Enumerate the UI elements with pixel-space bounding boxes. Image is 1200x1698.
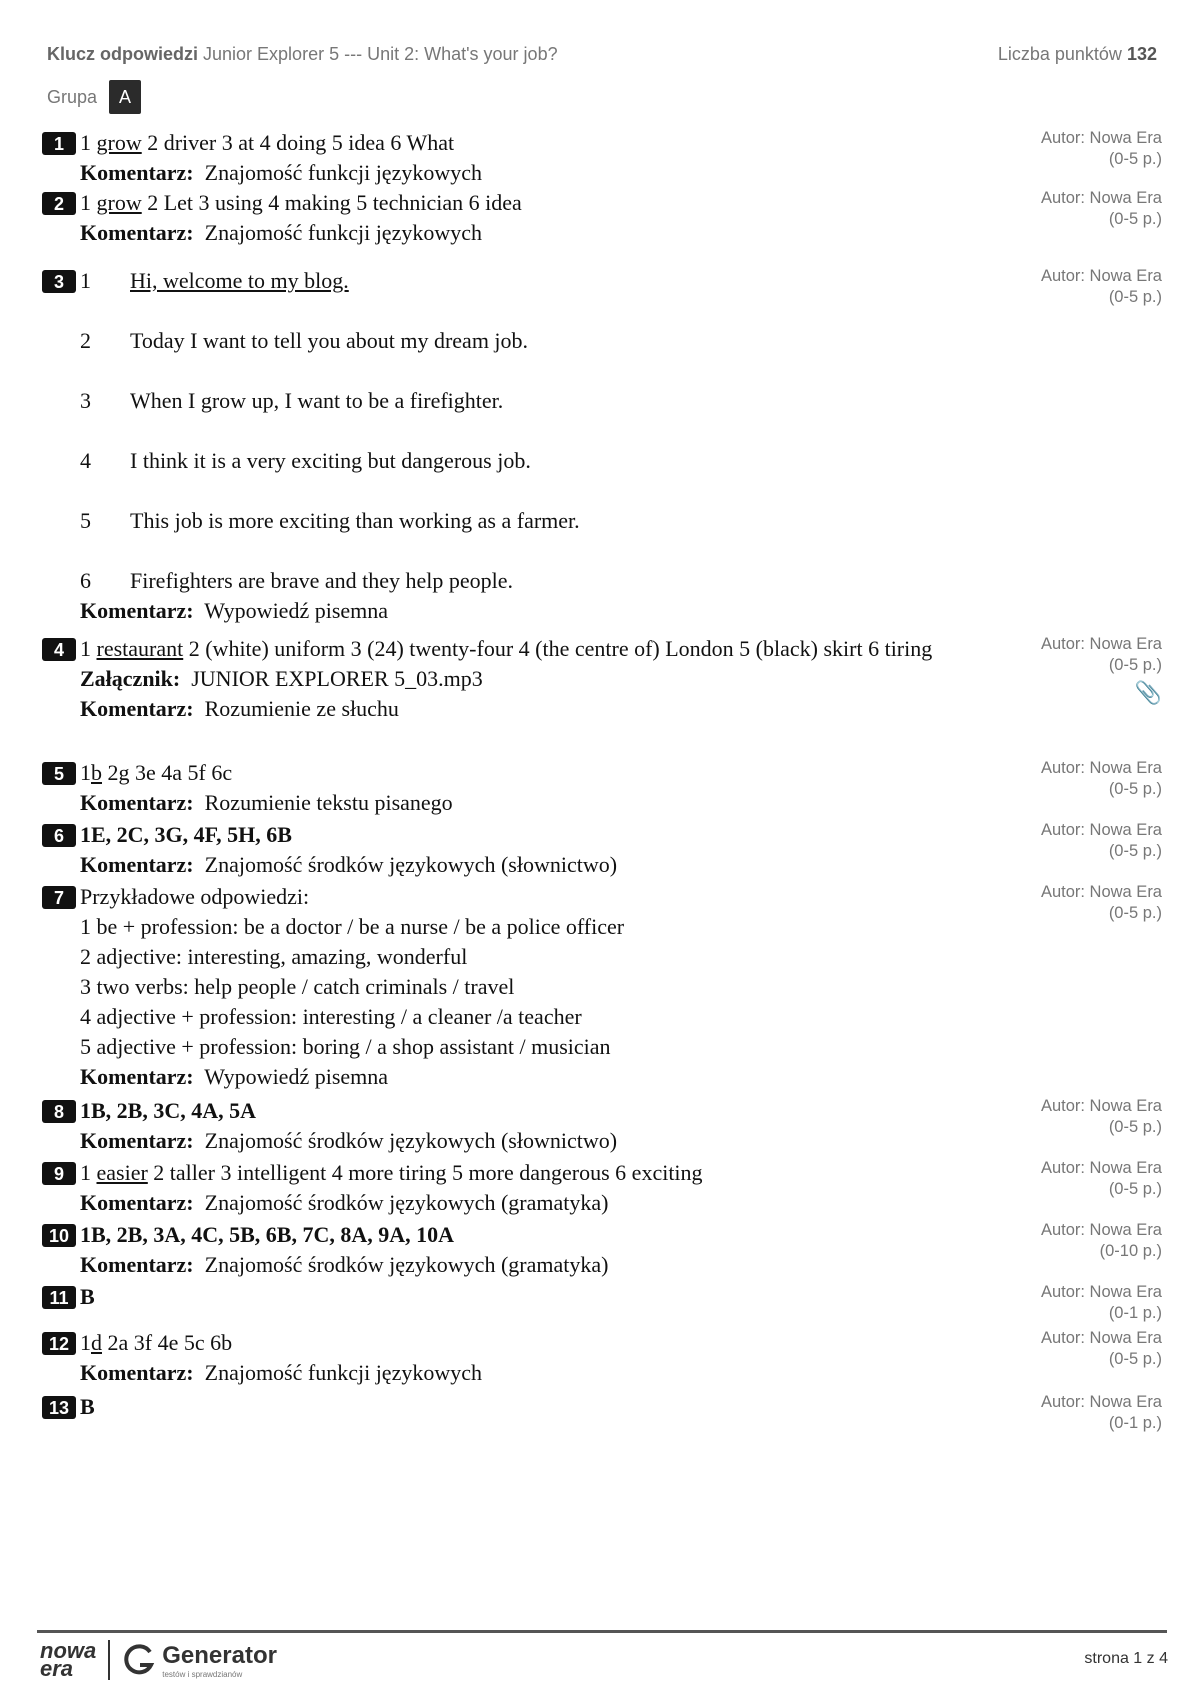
list-item: 4 I think it is a very exciting but dangerous job. [80, 448, 531, 473]
document-title: Klucz odpowiedzi Junior Explorer 5 --- Unit 2: What's your job? [47, 44, 558, 64]
task-answer: 1 easier 2 taller 3 intelligent 4 more tiring 5 more dangerous 6 exciting Komentarz: Znajomość środków językowych (gramatyka) [80, 1158, 1030, 1218]
task-10 [42, 1220, 1162, 1280]
task-meta: Autor: Nowa Era (0-5 p.) [1040, 883, 1162, 922]
task-meta: Autor: Nowa Era (0-1 p.) [1040, 1393, 1162, 1432]
footer-divider [37, 1630, 1167, 1633]
group-indicator: Grupa A [47, 80, 141, 114]
task-number-badge: 6 [42, 824, 76, 847]
task-6 [42, 820, 1162, 880]
paperclip-icon[interactable]: 📎 [1134, 680, 1162, 705]
task-answer: 1 restaurant 2 (white) uniform 3 (24) twenty-four 4 (the centre of) London 5 (black) skirt 6 tiring Załącznik: JUNIOR EXPLORER 5_03.mp3 Komentarz: Rozumienie ze słuchu [80, 634, 1030, 724]
task-meta: Autor: Nowa Era (0-5 p.) [1040, 1159, 1162, 1198]
task-meta: Autor: Nowa Era (0-5 p.) [1040, 1329, 1162, 1368]
task-number-badge: 1 [42, 132, 76, 155]
task-12 [42, 1328, 1162, 1388]
list-item: 4 adjective + profession: interesting / a cleaner /a teacher [80, 1004, 582, 1029]
task-13 [42, 1392, 1162, 1432]
task-comment: Komentarz: Znajomość środków językowych (gramatyka) [80, 1190, 609, 1215]
task-answer: 1 grow 2 Let 3 using 4 making 5 technician 6 idea Komentarz: Znajomość funkcji językowych [80, 188, 1030, 248]
task-comment: Komentarz: Wypowiedź pisemna [80, 1064, 389, 1089]
task-answer: 1 grow 2 driver 3 at 4 doing 5 idea 6 What Komentarz: Znajomość funkcji językowych [80, 128, 1030, 188]
task-comment: Komentarz: Wypowiedź pisemna [80, 598, 389, 623]
task-comment: Komentarz: Znajomość środków językowych (słownictwo) [80, 852, 618, 877]
task-number-badge: 10 [42, 1224, 76, 1247]
page-number: strona 1 z 4 [1084, 1650, 1168, 1667]
task-comment: Komentarz: Znajomość funkcji językowych [80, 1360, 482, 1385]
task-answer: 1d 2a 3f 4e 5c 6b Komentarz: Znajomość funkcji językowych [80, 1328, 1030, 1388]
task-answer: 1B, 2B, 3C, 4A, 5A Komentarz: Znajomość środków językowych (słownictwo) [80, 1096, 1030, 1156]
task-number-badge: 9 [42, 1162, 76, 1185]
task-attachment[interactable]: Załącznik: JUNIOR EXPLORER 5_03.mp3 [80, 666, 483, 691]
list-item: 2 adjective: interesting, amazing, wonderful [80, 944, 468, 969]
list-item: 1 be + profession: be a doctor / be a nurse / be a police officer [80, 914, 625, 939]
task-meta: Autor: Nowa Era (0-5 p.) [1040, 759, 1162, 798]
list-item: 6 Firefighters are brave and they help people. [80, 568, 514, 593]
task-meta: Autor: Nowa Era (0-5 p.) 📎 [1040, 635, 1162, 705]
task-meta: Autor: Nowa Era (0-5 p.) [1040, 189, 1162, 228]
task-meta: Autor: Nowa Era (0-1 p.) [1040, 1283, 1162, 1322]
task-number-badge: 8 [42, 1100, 76, 1123]
task-answer: 1E, 2C, 3G, 4F, 5H, 6B Komentarz: Znajomość środków językowych (słownictwo) [80, 820, 1030, 880]
task-comment: Komentarz: Rozumienie tekstu pisanego [80, 790, 453, 815]
generator-g-icon [122, 1643, 156, 1677]
group-badge: A [109, 80, 141, 114]
document-header [47, 44, 1157, 65]
task-number-badge: 4 [42, 638, 76, 661]
task-5 [42, 758, 1162, 818]
task-4 [42, 634, 1162, 724]
task-number-badge: 7 [42, 886, 76, 909]
task-number-badge: 2 [42, 192, 76, 215]
list-item: 5 This job is more exciting than working as a farmer. [80, 508, 580, 533]
task-meta: Autor: Nowa Era (0-5 p.) [1040, 129, 1162, 168]
task-11 [42, 1282, 1162, 1322]
list-item: 2 Today I want to tell you about my dream job. [80, 328, 529, 353]
task-comment: Komentarz: Znajomość funkcji językowych [80, 220, 482, 245]
task-1 [42, 128, 1162, 188]
task-meta: Autor: Nowa Era (0-5 p.) [1040, 1097, 1162, 1136]
task-comment: Komentarz: Znajomość funkcji językowych [80, 160, 482, 185]
logo-separator [108, 1640, 110, 1680]
list-item: Przykładowe odpowiedzi: [80, 884, 310, 909]
task-answer [80, 266, 1030, 596]
task-answer [80, 882, 1030, 1092]
task-comment: Komentarz: Rozumienie ze słuchu [80, 696, 399, 721]
task-9 [42, 1158, 1162, 1218]
task-number-badge: 13 [42, 1396, 76, 1419]
task-meta: Autor: Nowa Era (0-5 p.) [1040, 821, 1162, 860]
task-8 [42, 1096, 1162, 1156]
list-item: 5 adjective + profession: boring / a shop assistant / musician [80, 1034, 611, 1059]
task-3 [42, 266, 1162, 626]
list-item: 3 two verbs: help people / catch criminals / travel [80, 974, 515, 999]
task-comment: Komentarz: Znajomość środków językowych (słownictwo) [80, 1128, 618, 1153]
task-answer: B [80, 1394, 95, 1419]
total-points: Liczba punktów 132 [997, 44, 1157, 64]
task-comment: Komentarz: Znajomość środków językowych (gramatyka) [80, 1252, 609, 1277]
list-item: 3 When I grow up, I want to be a firefighter. [80, 388, 504, 413]
task-number-badge: 11 [42, 1286, 76, 1309]
task-number-badge: 12 [42, 1332, 76, 1355]
list-item: 1 Hi, welcome to my blog. [80, 268, 349, 293]
task-number-badge: 3 [42, 270, 76, 293]
task-answer: B [80, 1284, 95, 1309]
task-meta: Autor: Nowa Era (0-10 p.) [1040, 1221, 1162, 1260]
task-answer: 1B, 2B, 3A, 4C, 5B, 6B, 7C, 8A, 9A, 10A Komentarz: Znajomość środków językowych (gramatyka) [80, 1220, 1030, 1280]
nowa-era-logo: nowa era [40, 1638, 97, 1681]
task-answer: 1b 2g 3e 4a 5f 6c Komentarz: Rozumienie tekstu pisanego [80, 758, 1030, 818]
generator-logo: Generator testów i sprawdzianów [122, 1642, 277, 1679]
task-meta: Autor: Nowa Era (0-5 p.) [1040, 267, 1162, 306]
task-number-badge: 5 [42, 762, 76, 785]
task-2 [42, 188, 1162, 248]
task-7 [42, 882, 1162, 1092]
footer-logos [40, 1640, 277, 1680]
